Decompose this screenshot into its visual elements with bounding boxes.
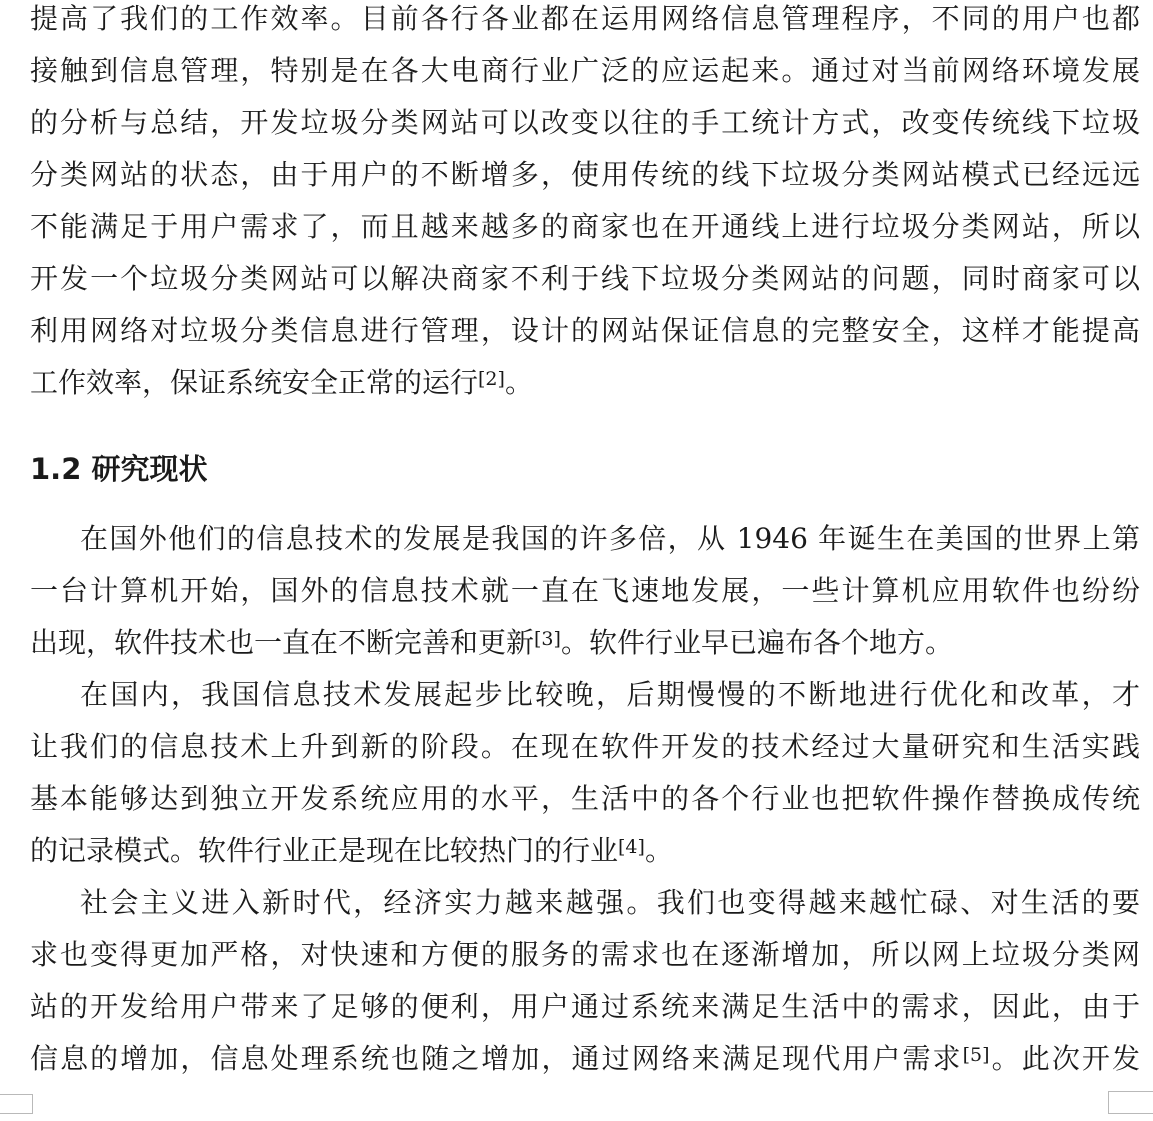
text-line: 社会主义进入新时代，经济实力越来越强。我们也变得越来越忙碌、对生活的要 — [80, 886, 1140, 919]
text-line: 接触到信息管理，特别是在各大电商行业广泛的应运起来。通过对当前网络环境发展 — [30, 54, 1140, 87]
citation-ref: [2] — [478, 368, 505, 390]
text-boundary-mark-bottom-right — [1108, 1091, 1153, 1114]
paragraph — [30, 669, 1140, 877]
text-line: 一台计算机开始，国外的信息技术就一直在飞速地发展，一些计算机应用软件也纷纷 — [30, 574, 1140, 607]
text-line: 的记录模式。软件行业正是现在比较热门的行业[4]。 — [30, 834, 673, 867]
citation-ref: [3] — [534, 628, 561, 650]
text-line: 工作效率，保证系统安全正常的运行[2]。 — [30, 366, 533, 399]
text-line: 基本能够达到独立开发系统应用的水平，生活中的各个行业也把软件操作替换成传统 — [30, 782, 1140, 815]
text-line: 在国外他们的信息技术的发展是我国的许多倍，从 1946 年诞生在美国的世界上第 — [80, 522, 1140, 555]
citation-ref: [5] — [962, 1044, 990, 1066]
paragraph — [30, 877, 1140, 1085]
text-line: 开发一个垃圾分类网站可以解决商家不利于线下垃圾分类网站的问题，同时商家可以 — [30, 262, 1140, 295]
text-line: 在国内，我国信息技术发展起步比较晚，后期慢慢的不断地进行优化和改革，才 — [80, 678, 1140, 711]
text-line: 不能满足于用户需求了，而且越来越多的商家也在开通线上进行垃圾分类网站，所以 — [30, 210, 1140, 243]
text-line: 信息的增加，信息处理系统也随之增加，通过网络来满足现代用户需求[5]。此次开发 — [30, 1042, 1140, 1075]
citation-ref: [4] — [618, 836, 645, 858]
text-line: 站的开发给用户带来了足够的便利，用户通过系统来满足生活中的需求，因此，由于 — [30, 990, 1140, 1023]
text-line: 让我们的信息技术上升到新的阶段。在现在软件开发的技术经过大量研究和生活实践 — [30, 730, 1140, 763]
text-line: 出现，软件技术也一直在不断完善和更新[3]。软件行业早已遍布各个地方。 — [30, 626, 953, 659]
paragraph — [30, 513, 1140, 669]
text-boundary-mark-bottom-left — [0, 1094, 33, 1114]
paragraph — [30, 0, 1140, 409]
text-line: 利用网络对垃圾分类信息进行管理，设计的网站保证信息的完整安全，这样才能提高 — [30, 314, 1140, 347]
text-line: 的分析与总结，开发垃圾分类网站可以改变以往的手工统计方式，改变传统线下垃圾 — [30, 106, 1140, 139]
section-heading: 1.2 研究现状 — [30, 452, 208, 486]
document-content — [30, 0, 1140, 1085]
text-line: 求也变得更加严格，对快速和方便的服务的需求也在逐渐增加，所以网上垃圾分类网 — [30, 938, 1140, 971]
text-line: 分类网站的状态，由于用户的不断增多，使用传统的线下垃圾分类网站模式已经远远 — [30, 158, 1140, 191]
text-line: 提高了我们的工作效率。目前各行各业都在运用网络信息管理程序，不同的用户也都 — [30, 2, 1140, 35]
